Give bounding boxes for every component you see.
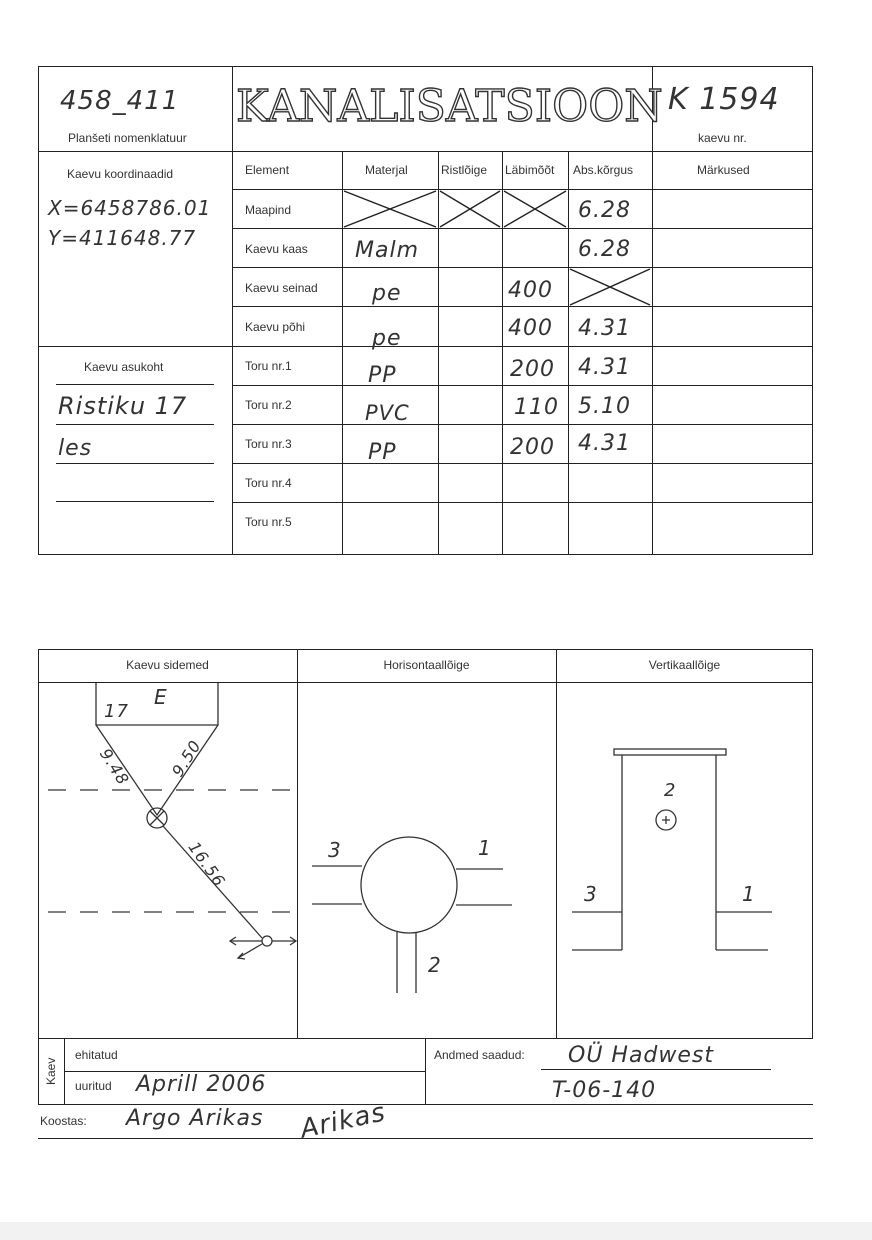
dist-label-b: 9.50 [168, 736, 206, 781]
row-element: Toru nr.5 [245, 515, 292, 529]
row-abs: 6.28 [578, 198, 631, 223]
row-labimoot: 400 [508, 278, 553, 303]
location-street: Ristiku 17 [58, 392, 188, 420]
row-labimoot: 400 [508, 316, 553, 341]
h-pipe-3-label: 3 [328, 838, 342, 862]
row-element: Kaevu kaas [245, 242, 308, 256]
h-pipe-1-label: 1 [478, 836, 492, 860]
row-abs: 4.31 [578, 431, 631, 456]
row-materjal: pe [372, 281, 402, 306]
dist-label-a: 9.48 [95, 745, 133, 789]
location-label: Kaevu asukoht [84, 360, 164, 374]
row-element: Toru nr.1 [245, 359, 292, 373]
uuritud-value: Aprill 2006 [136, 1072, 267, 1097]
h-pipe-2-label: 2 [428, 953, 442, 977]
uuritud-label: uuritud [75, 1079, 112, 1093]
col-header-materjal: Materjal [365, 163, 408, 177]
row-abs: 6.28 [578, 237, 631, 262]
col-title-horisontaal: Horisontaallõige [383, 658, 470, 672]
andmed-doc-nr: T-06-140 [552, 1078, 657, 1103]
col-header-element: Element [245, 163, 290, 177]
row-element: Toru nr.3 [245, 437, 292, 451]
coord-label: Kaevu koordinaadid [67, 167, 174, 181]
v-pipe-1-label: 1 [742, 882, 756, 906]
row-materjal: PP [368, 440, 397, 465]
col-title-sidemed: Kaevu sidemed [126, 658, 209, 672]
col-header-markused: Märkused [697, 163, 750, 177]
kaev-label: Kaev [44, 1057, 58, 1085]
scan-edge [0, 1222, 872, 1240]
signature: Arikas [297, 1097, 389, 1145]
kaevu-nr-value: K 1594 [668, 82, 780, 117]
row-labimoot: 200 [510, 435, 555, 460]
koostas-label: Koostas: [40, 1114, 87, 1128]
row-materjal: Malm [355, 238, 420, 263]
row-element: Toru nr.4 [245, 476, 292, 490]
row-materjal: PP [368, 363, 397, 388]
col-title-vertikaal: Vertikaallõige [648, 658, 721, 672]
v-pipe-2-label: 2 [664, 780, 677, 801]
location-city: les [58, 436, 93, 461]
planset-value: 458_411 [60, 86, 180, 116]
ehitatud-label: ehitatud [75, 1048, 118, 1062]
row-abs: 4.31 [578, 316, 631, 341]
andmed-label: Andmed saadud: [434, 1048, 525, 1062]
page-title: KANALISATSIOON [236, 81, 663, 132]
row-element: Toru nr.2 [245, 398, 292, 412]
row-element: Kaevu põhi [245, 320, 306, 334]
building-letter: E [154, 685, 168, 709]
kaevu-nr-label: kaevu nr. [698, 131, 747, 145]
col-header-labimoot: Läbimõõt [505, 163, 555, 177]
coord-y-value: Y=411648.77 [48, 226, 197, 250]
v-pipe-3-label: 3 [584, 882, 598, 906]
row-materjal: pe [372, 326, 402, 351]
koostas-value: Argo Arikas [126, 1106, 264, 1131]
row-labimoot: 200 [510, 357, 555, 382]
col-header-ristloige: Ristlõige [441, 163, 488, 177]
row-element: Kaevu seinad [245, 281, 318, 295]
row-abs: 4.31 [578, 355, 631, 380]
planset-label: Planšeti nomenklatuur [68, 131, 187, 145]
row-labimoot: 110 [514, 395, 559, 420]
andmed-source: OÜ Hadwest [568, 1043, 715, 1068]
coord-x-value: X=6458786.01 [48, 196, 212, 220]
building-nr: 17 [104, 701, 129, 722]
row-materjal: PVC [365, 401, 410, 425]
dist-label-c: 16.56 [184, 838, 230, 891]
col-header-abs-korgus: Abs.kõrgus [573, 163, 634, 177]
row-element: Maapind [245, 203, 292, 217]
row-abs: 5.10 [578, 394, 631, 419]
